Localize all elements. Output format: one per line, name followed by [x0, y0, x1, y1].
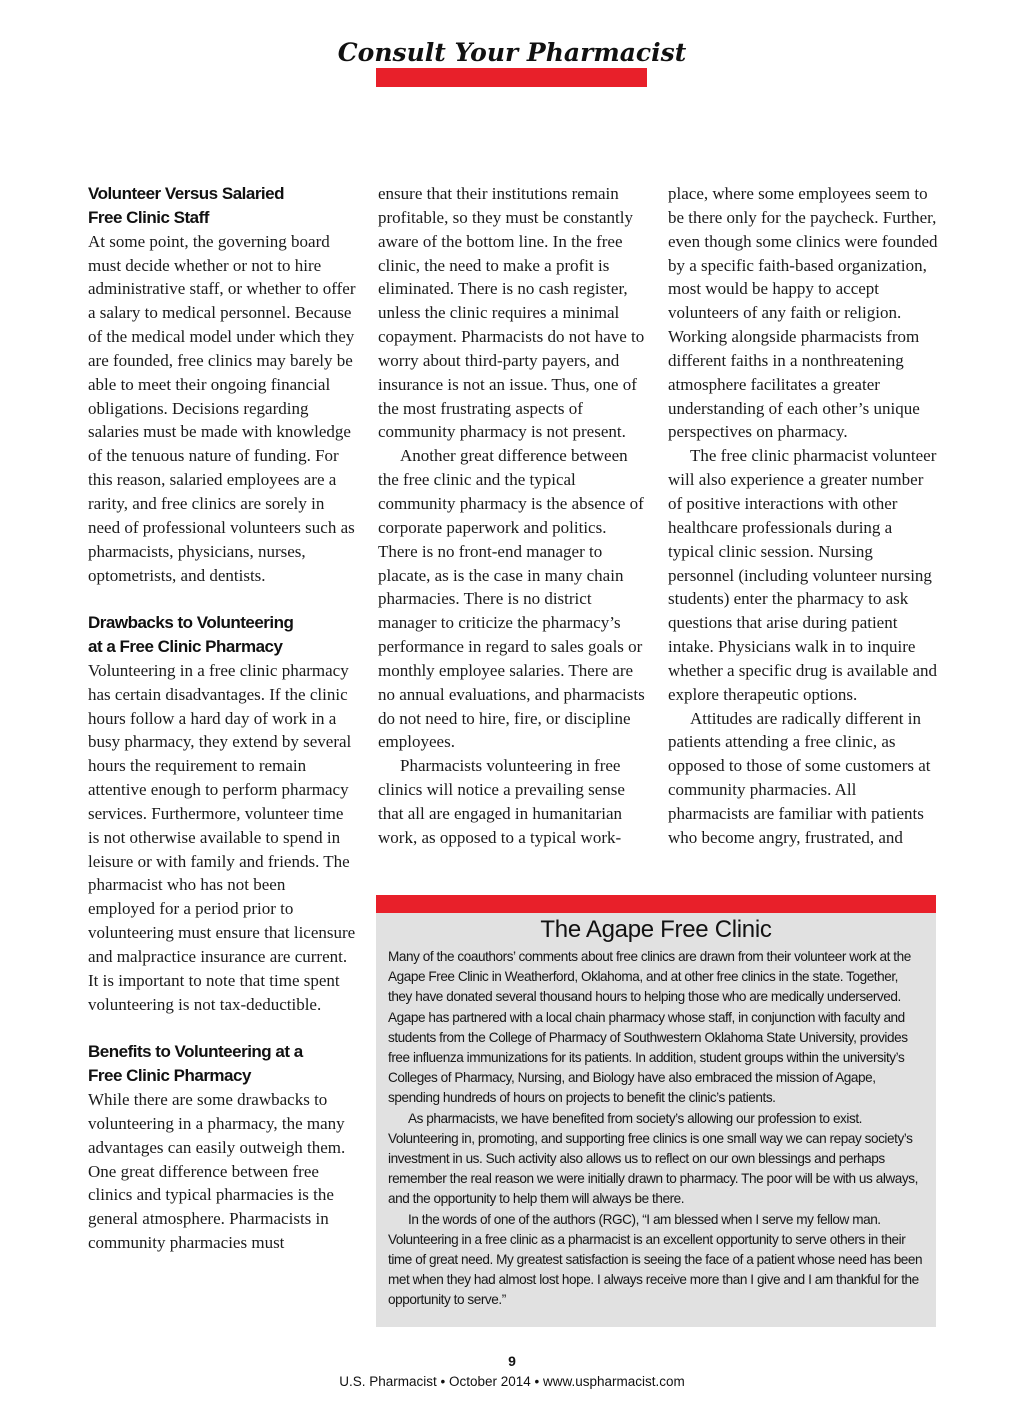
sidebar-paragraph: Many of the coauthors’ comments about free clinics are drawn from their volunteer work at the Agape Free Clinic in Weatherford, Oklahoma, and at other free clinics in the state. Together, they have donated several thousand hours to helping those who are medically underserved. Agape has partnered with a local chain pharmacy whose staff, in conjunction with faculty and students from the College of Pharmacy of Southwestern Oklahoma State University, provides free influenza immunizations for its patients. In addition, student groups within the university’s Colleges of Pharmacy, Nursing, and Biology have also embraced the mission of Agape, spending hundreds of hours on projects to benefit the clinic’s patients. [388, 949, 911, 1106]
body-paragraph: Attitudes are radically different in patients attending a free clinic, as opposed to those of some customers at community pharmacies. All pharmacists are familiar with patients who become angry, frustrated, and [668, 708, 931, 847]
section-heading-line: Drawbacks to Volunteering [88, 613, 294, 633]
body-paragraph: ensure that their institutions remain profitable, so they must be constantly aware of the bottom line. In the free clinic, the need to make a profit is eliminated. There is no cash register, unless the clinic requires a minimal copayment. Pharmacists do not have to worry about third-party payers, and insurance is not an issue. Thus, one of the most frustrating aspects of community pharmacy is not present. [378, 184, 645, 442]
body-paragraph: Another great difference between the free clinic and the typical community pharmacy is the absence of corporate paperwork and politics. There is no front-end manager to placate, as is the case in many chain pharmacies. There is no district manager to criticize the pharmacy’s performance in regard to sales goals or monthly employee salaries. There are no annual evaluations, and pharmacists do not need to hire, fire, or discipline employees. [378, 446, 645, 752]
body-paragraph: While there are some drawbacks to volunteering in a pharmacy, the many advantages can easily outweigh them. One great difference between free clinics and typical pharmacies is the general atmosphere. Pharmacists in community pharmacies must [88, 1090, 346, 1253]
section-heading [88, 611, 356, 659]
article-column-1 [88, 182, 356, 1255]
page-header-title: Consult Your Pharmacist [337, 38, 687, 67]
article-column-3 [668, 182, 940, 850]
body-paragraph: The free clinic pharmacist volunteer will also experience a greater number of positive interactions with other healthcare professionals during a typical clinic session. Nursing personnel (including volunteer nursing students) enter the pharmacy to ask questions that arise during patient intake. Physicians walk in to inquire whether a specific drug is available and explore therapeutic options. [668, 446, 938, 704]
sidebar-box [376, 895, 936, 1327]
sidebar-accent-bar [376, 895, 936, 913]
article-column-2 [378, 182, 648, 850]
section-heading-line: Volunteer Versus Salaried [88, 184, 284, 203]
body-paragraph: Volunteering in a free clinic pharmacy has certain disadvantages. If the clinic hours follow a hard day of work in a busy pharmacy, they extend by several hours the requirement to remain attentive enough to perform pharmacy services. Furthermore, volunteer time is not otherwise available to spend in leisure or with family and friends. The pharmacist who has not been employed for a period prior to volunteering must ensure that licensure and malpractice insurance are current. It is important to note that time spent volunteering is not tax-deductible. [88, 660, 356, 1014]
section-heading-line: Benefits to Volunteering at a [88, 1042, 303, 1062]
section-heading [88, 182, 356, 230]
sidebar-body [388, 947, 925, 1311]
body-paragraph: Pharmacists volunteering in free clinics will notice a prevailing sense that all are engaged in humanitarian work, as opposed to a typical work- [378, 756, 625, 847]
section-heading-line: Free Clinic Staff [88, 207, 209, 227]
section-heading-line: at a Free Clinic Pharmacy [88, 637, 283, 657]
page-number: 9 [508, 1353, 516, 1369]
sidebar-paragraph: In the words of one of the authors (RGC), “I am blessed when I serve my fellow man. Volunteering in a free clinic as a pharmacist is an excellent opportunity to serve others in their time of great need. My greatest satisfaction is seeing the face of a patient whose need has been met when they had almost lost hope. I always receive more than I give and I am thankful for the opportunity to serve.” [388, 1211, 923, 1308]
sidebar-title: The Agape Free Clinic [540, 916, 772, 943]
section-heading-line: Free Clinic Pharmacy [88, 1066, 251, 1086]
header-accent-bar [376, 68, 647, 87]
sidebar-paragraph: As pharmacists, we have benefited from society’s allowing our profession to exist. Volunteering in, promoting, and supporting free clinics is one small way we can repay society’s investment in us. Such activity also allows us to reflect on our own blessings and perhaps remember the real reason we were initially drawn to pharmacy. The poor will be with us always, and the opportunity to help them will always be there. [388, 1110, 918, 1207]
body-paragraph: At some point, the governing board must decide whether or not to hire administrative staff, or whether to offer a salary to medical personnel. Because of the medical model under which they are founded, free clinics may barely be able to meet their ongoing financial obligations. Decisions regarding salaries must be made with knowledge of the tenuous nature of funding. For this reason, salaried employees are a rarity, and free clinics are sorely in need of professional volunteers such as pharmacists, physicians, nurses, optometrists, and dentists. [88, 231, 356, 585]
section-heading [88, 1040, 356, 1088]
body-paragraph: place, where some employees seem to be there only for the paycheck. Further, even though some clinics were founded by a specific faith-based organization, most would be happy to accept volunteers of any faith or religion. Working alongside pharmacists from different faiths in a nonthreatening atmosphere facilitates a greater understanding of each other’s unique perspectives on pharmacy. [668, 184, 938, 442]
footer-publication-line: U.S. Pharmacist • October 2014 • www.uspharmacist.com [339, 1374, 685, 1389]
